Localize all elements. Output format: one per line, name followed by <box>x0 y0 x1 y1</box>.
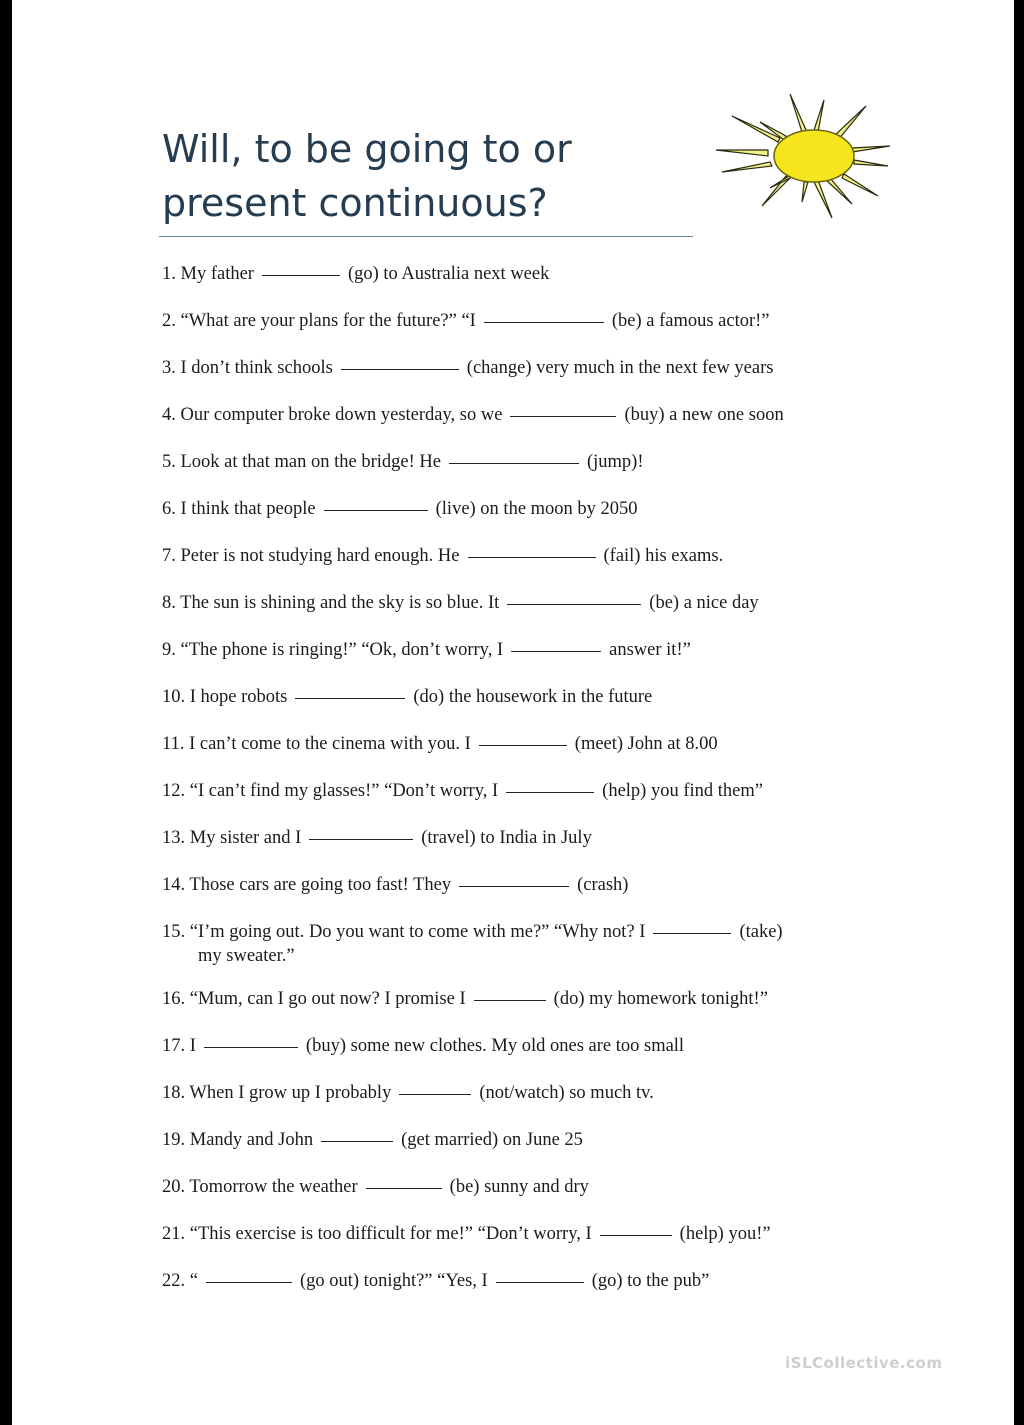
item-number: 22. <box>162 1271 186 1291</box>
item-number: 3. <box>162 358 176 378</box>
item-number: 20. <box>162 1177 186 1197</box>
item-text: (meet) John at 8.00 <box>574 734 718 754</box>
title-underline <box>159 236 693 237</box>
exercise-item <box>162 591 759 615</box>
answer-blank[interactable] <box>479 744 567 746</box>
item-number: 8. <box>162 593 176 613</box>
item-number: 5. <box>162 452 176 472</box>
answer-blank[interactable] <box>262 274 340 276</box>
exercise-item <box>162 403 784 427</box>
item-text: When I grow up I probably <box>189 1083 392 1103</box>
answer-blank[interactable] <box>507 603 641 605</box>
item-text: “I’m going out. Do you want to come with me?” “Why not? I <box>189 922 646 942</box>
item-text: “I can’t find my glasses!” “Don’t worry, I <box>189 781 499 801</box>
item-text: (help) you find them” <box>602 781 763 801</box>
item-text: Our computer broke down yesterday, so we <box>180 405 503 425</box>
item-text: Look at that man on the bridge! He <box>180 452 441 472</box>
exercise-item <box>162 1034 684 1058</box>
answer-blank[interactable] <box>449 462 579 464</box>
item-number: 11. <box>162 734 185 754</box>
item-continuation: my sweater.” <box>198 946 295 966</box>
item-text: (help) you!” <box>679 1224 771 1244</box>
item-text: (jump)! <box>586 452 644 472</box>
item-text: I can’t come to the cinema with you. I <box>189 734 471 754</box>
title-line-1: Will, to be going to or <box>162 127 572 171</box>
exercise-item <box>162 544 723 568</box>
item-number: 6. <box>162 499 176 519</box>
item-number: 9. <box>162 640 176 660</box>
exercise-item <box>162 638 691 662</box>
item-text: (take) <box>739 922 783 942</box>
item-text: The sun is shining and the sky is so blue. It <box>180 593 500 613</box>
answer-blank[interactable] <box>399 1093 471 1095</box>
item-number: 1. <box>162 264 176 284</box>
item-number: 15. <box>162 922 186 942</box>
exercise-item <box>162 826 592 850</box>
item-text: Mandy and John <box>189 1130 314 1150</box>
sun-icon <box>706 90 896 222</box>
item-number: 2. <box>162 311 176 331</box>
item-text: (go out) tonight?” “Yes, I <box>299 1271 488 1291</box>
item-text: “This exercise is too difficult for me!” “Don’t worry, I <box>189 1224 592 1244</box>
item-number: 21. <box>162 1224 186 1244</box>
exercise-item <box>162 873 628 897</box>
title-line-2: present continuous? <box>162 181 548 225</box>
answer-blank[interactable] <box>474 999 546 1001</box>
answer-blank[interactable] <box>341 368 459 370</box>
item-text: “The phone is ringing!” “Ok, don’t worry, I <box>180 640 504 660</box>
page-title <box>162 122 722 230</box>
exercise-item <box>162 1128 583 1152</box>
exercise-item <box>162 450 643 474</box>
item-number: 17. <box>162 1036 186 1056</box>
item-text: (go) to Australia next week <box>347 264 550 284</box>
item-number: 4. <box>162 405 176 425</box>
exercise-item <box>162 1175 589 1199</box>
item-text: Tomorrow the weather <box>189 1177 358 1197</box>
item-text: “Mum, can I go out now? I promise I <box>189 989 466 1009</box>
answer-blank[interactable] <box>321 1140 393 1142</box>
item-text: (buy) a new one soon <box>624 405 784 425</box>
answer-blank[interactable] <box>468 556 596 558</box>
item-number: 13. <box>162 828 186 848</box>
item-text: I hope robots <box>189 687 288 707</box>
answer-blank[interactable] <box>496 1281 584 1283</box>
answer-blank[interactable] <box>206 1281 292 1283</box>
item-text: (crash) <box>577 875 629 895</box>
item-text: “What are your plans for the future?” “I <box>180 311 476 331</box>
item-text: (do) my homework tonight!” <box>553 989 768 1009</box>
answer-blank[interactable] <box>204 1046 298 1048</box>
item-text: (fail) his exams. <box>603 546 724 566</box>
exercise-item <box>162 779 763 803</box>
answer-blank[interactable] <box>511 650 601 652</box>
item-text: My father <box>180 264 254 284</box>
item-text: “ <box>189 1271 198 1291</box>
answer-blank[interactable] <box>295 697 405 699</box>
exercise-item <box>162 262 549 286</box>
item-text: (travel) to India in July <box>421 828 592 848</box>
item-text: (not/watch) so much tv. <box>479 1083 654 1103</box>
item-text: My sister and I <box>189 828 302 848</box>
item-text: Those cars are going too fast! They <box>189 875 452 895</box>
item-number: 19. <box>162 1130 186 1150</box>
item-text: (go) to the pub” <box>591 1271 710 1291</box>
item-text: I think that people <box>180 499 316 519</box>
item-number: 14. <box>162 875 186 895</box>
answer-blank[interactable] <box>324 509 428 511</box>
exercise-item <box>162 920 783 968</box>
answer-blank[interactable] <box>484 321 604 323</box>
answer-blank[interactable] <box>309 838 413 840</box>
item-text: (change) very much in the next few years <box>466 358 774 378</box>
item-text: (do) the housework in the future <box>413 687 653 707</box>
item-number: 10. <box>162 687 186 707</box>
answer-blank[interactable] <box>600 1234 672 1236</box>
item-text: (get married) on June 25 <box>401 1130 583 1150</box>
item-text: (live) on the moon by 2050 <box>435 499 638 519</box>
item-number: 7. <box>162 546 176 566</box>
exercise-item <box>162 356 773 380</box>
exercise-item <box>162 1081 654 1105</box>
exercise-item <box>162 1269 709 1293</box>
exercise-item <box>162 1222 771 1246</box>
exercise-item <box>162 987 768 1011</box>
answer-blank[interactable] <box>459 885 569 887</box>
exercise-item <box>162 309 770 333</box>
worksheet-page <box>12 0 1014 1425</box>
watermark: iSLCollective.com <box>785 1354 943 1372</box>
item-text: (be) a nice day <box>649 593 759 613</box>
exercise-item <box>162 685 652 709</box>
item-text: answer it!” <box>609 640 691 660</box>
item-text: I <box>189 1036 196 1056</box>
item-number: 18. <box>162 1083 186 1103</box>
item-text: I don’t think schools <box>180 358 333 378</box>
item-text: Peter is not studying hard enough. He <box>180 546 460 566</box>
answer-blank[interactable] <box>366 1187 442 1189</box>
item-text: (be) a famous actor!” <box>611 311 770 331</box>
exercise-item <box>162 732 718 756</box>
item-text: (buy) some new clothes. My old ones are too small <box>305 1036 685 1056</box>
item-text: (be) sunny and dry <box>449 1177 589 1197</box>
item-number: 16. <box>162 989 186 1009</box>
item-number: 12. <box>162 781 186 801</box>
exercise-item <box>162 497 638 521</box>
answer-blank[interactable] <box>510 415 616 417</box>
answer-blank[interactable] <box>653 932 731 934</box>
answer-blank[interactable] <box>506 791 594 793</box>
